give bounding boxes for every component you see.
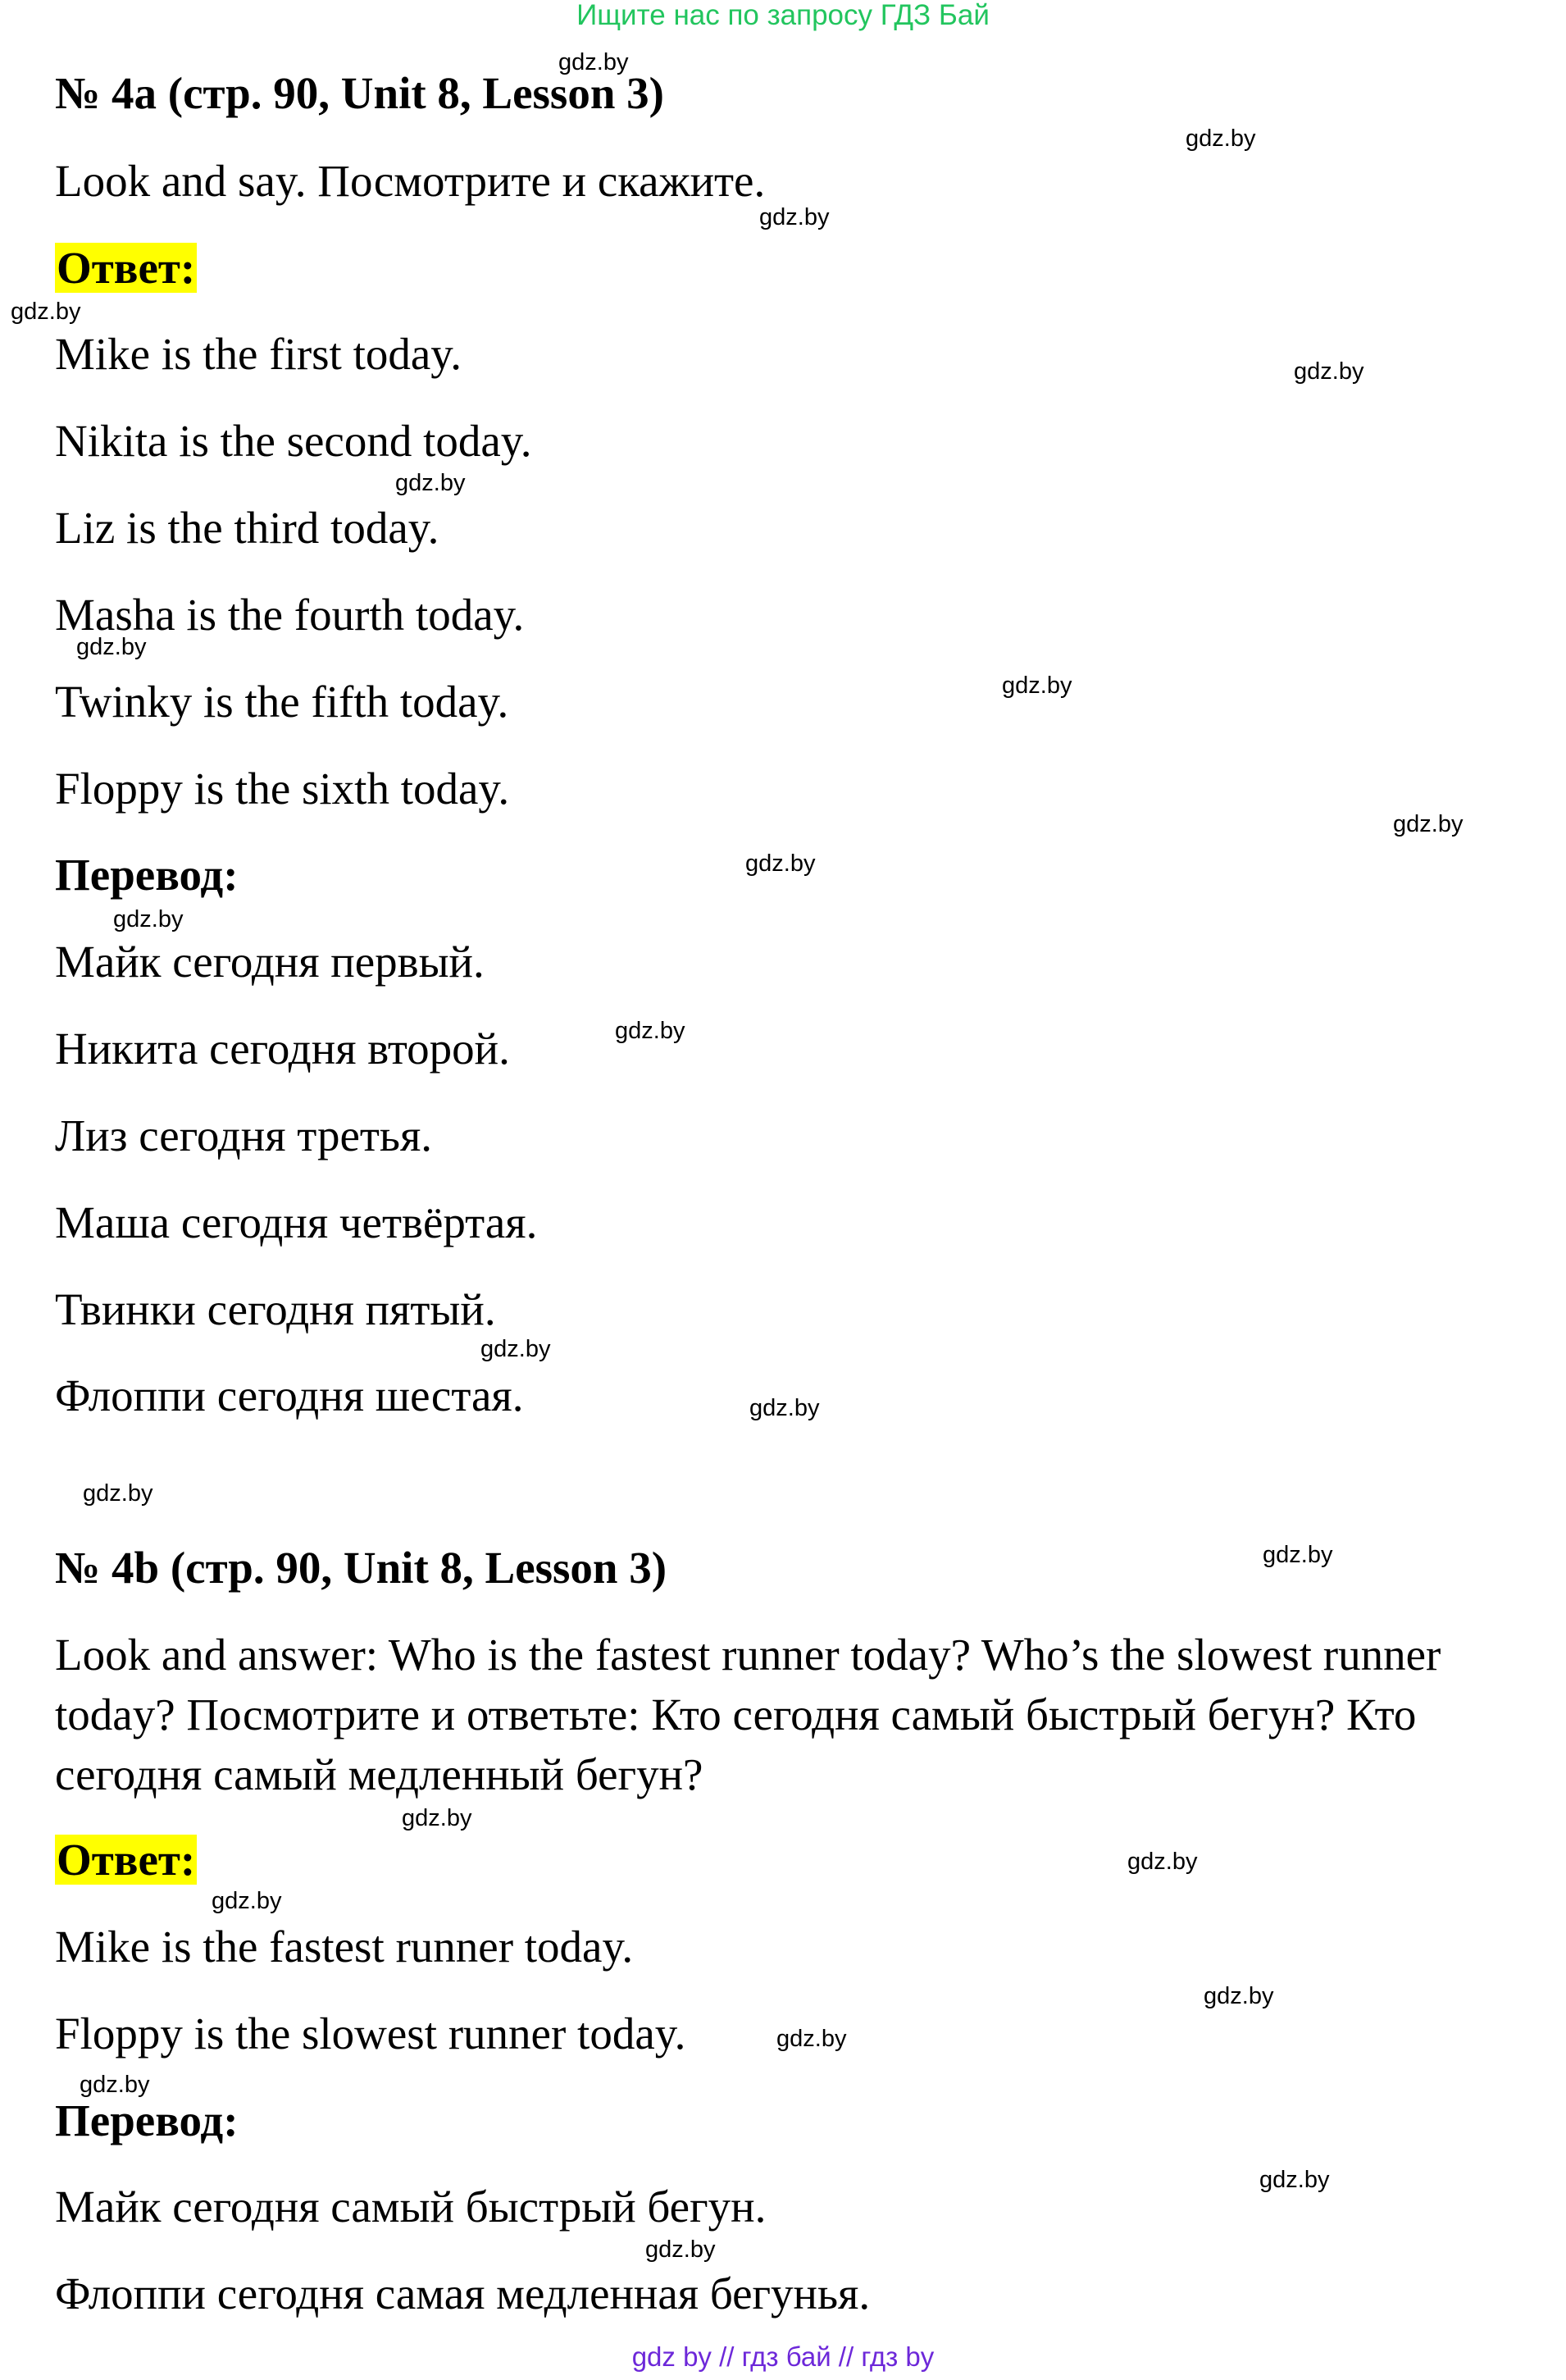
task-b-heading: № 4b (стр. 90, Unit 8, Lesson 3) xyxy=(55,1543,667,1593)
task-a-translation-6: Флоппи сегодня шестая. xyxy=(55,1370,524,1420)
watermark: gdz.by xyxy=(776,2026,847,2052)
top-banner-link[interactable]: Ищите нас по запросу ГДЗ Бай xyxy=(576,0,990,31)
task-a-translation-3: Лиз сегодня третья. xyxy=(55,1110,433,1160)
task-a-answer-2: Nikita is the second today. xyxy=(55,416,532,466)
watermark: gdz.by xyxy=(80,2072,150,2098)
task-b-instruction-line-1: Look and answer: Who is the fastest runner today? Who’s the slowest runner xyxy=(55,1630,1441,1680)
watermark: gdz.by xyxy=(402,1805,472,1831)
task-b-translation-1: Майк сегодня самый быстрый бегун. xyxy=(55,2182,767,2232)
task-a-translation-1: Майк сегодня первый. xyxy=(55,937,485,987)
task-a-answer-3: Liz is the third today. xyxy=(55,503,439,553)
watermark: gdz.by xyxy=(1204,1983,1274,2009)
watermark: gdz.by xyxy=(1259,2167,1330,2193)
task-a-translation-label: Перевод: xyxy=(55,850,239,900)
task-b-instruction-line-3: сегодня самый медленный бегун? xyxy=(55,1749,703,1799)
watermark: gdz.by xyxy=(745,850,816,877)
watermark: gdz.by xyxy=(1002,673,1072,699)
watermark: gdz.by xyxy=(1393,811,1464,837)
task-b-translation-2: Флоппи сегодня самая медленная бегунья. xyxy=(55,2268,871,2318)
task-b-answer-2: Floppy is the slowest runner today. xyxy=(55,2008,686,2059)
watermark: gdz.by xyxy=(1263,1542,1333,1568)
watermark: gdz.by xyxy=(749,1395,820,1421)
task-a-translation-5: Твинки сегодня пятый. xyxy=(55,1284,496,1334)
watermark: gdz.by xyxy=(395,470,466,496)
watermark: gdz.by xyxy=(645,2236,716,2263)
answer-highlight: Ответ: xyxy=(57,243,196,293)
task-a-answer-4: Masha is the fourth today. xyxy=(55,590,525,640)
task-a-answer-5: Twinky is the fifth today. xyxy=(55,677,509,727)
watermark: gdz.by xyxy=(83,1480,153,1507)
task-a-translation-4: Маша сегодня четвёртая. xyxy=(55,1197,538,1247)
task-a-answer-label xyxy=(55,242,197,294)
task-a-instruction: Look and say. Посмотрите и скажите. xyxy=(55,156,766,206)
task-a-heading: № 4a (стр. 90, Unit 8, Lesson 3) xyxy=(55,68,664,118)
task-b-instruction-line-2: today? Посмотрите и ответьте: Кто сегодня самый быстрый бегун? Кто xyxy=(55,1689,1417,1739)
task-b-answer-label xyxy=(55,1834,197,1886)
task-b-instruction xyxy=(55,1625,1547,1804)
task-b-translation-label: Перевод: xyxy=(55,2095,239,2145)
watermark: gdz.by xyxy=(76,634,147,660)
answer-highlight: Ответ: xyxy=(57,1835,196,1885)
footer-links[interactable]: gdz by // гдз бай // гдз by xyxy=(631,2341,935,2372)
watermark: gdz.by xyxy=(1186,125,1256,152)
watermark: gdz.by xyxy=(11,299,81,325)
task-b-answer-1: Mike is the fastest runner today. xyxy=(55,1922,634,1972)
watermark: gdz.by xyxy=(1127,1849,1198,1875)
task-a-translation-2: Никита сегодня второй. xyxy=(55,1024,510,1074)
watermark: gdz.by xyxy=(759,204,830,230)
watermark: gdz.by xyxy=(212,1888,282,1914)
task-a-answer-6: Floppy is the sixth today. xyxy=(55,764,510,814)
watermark: gdz.by xyxy=(1294,358,1364,385)
watermark: gdz.by xyxy=(113,906,184,932)
watermark: gdz.by xyxy=(558,49,629,75)
watermark: gdz.by xyxy=(480,1336,551,1362)
watermark: gdz.by xyxy=(615,1018,685,1044)
task-a-answer-1: Mike is the first today. xyxy=(55,329,462,379)
